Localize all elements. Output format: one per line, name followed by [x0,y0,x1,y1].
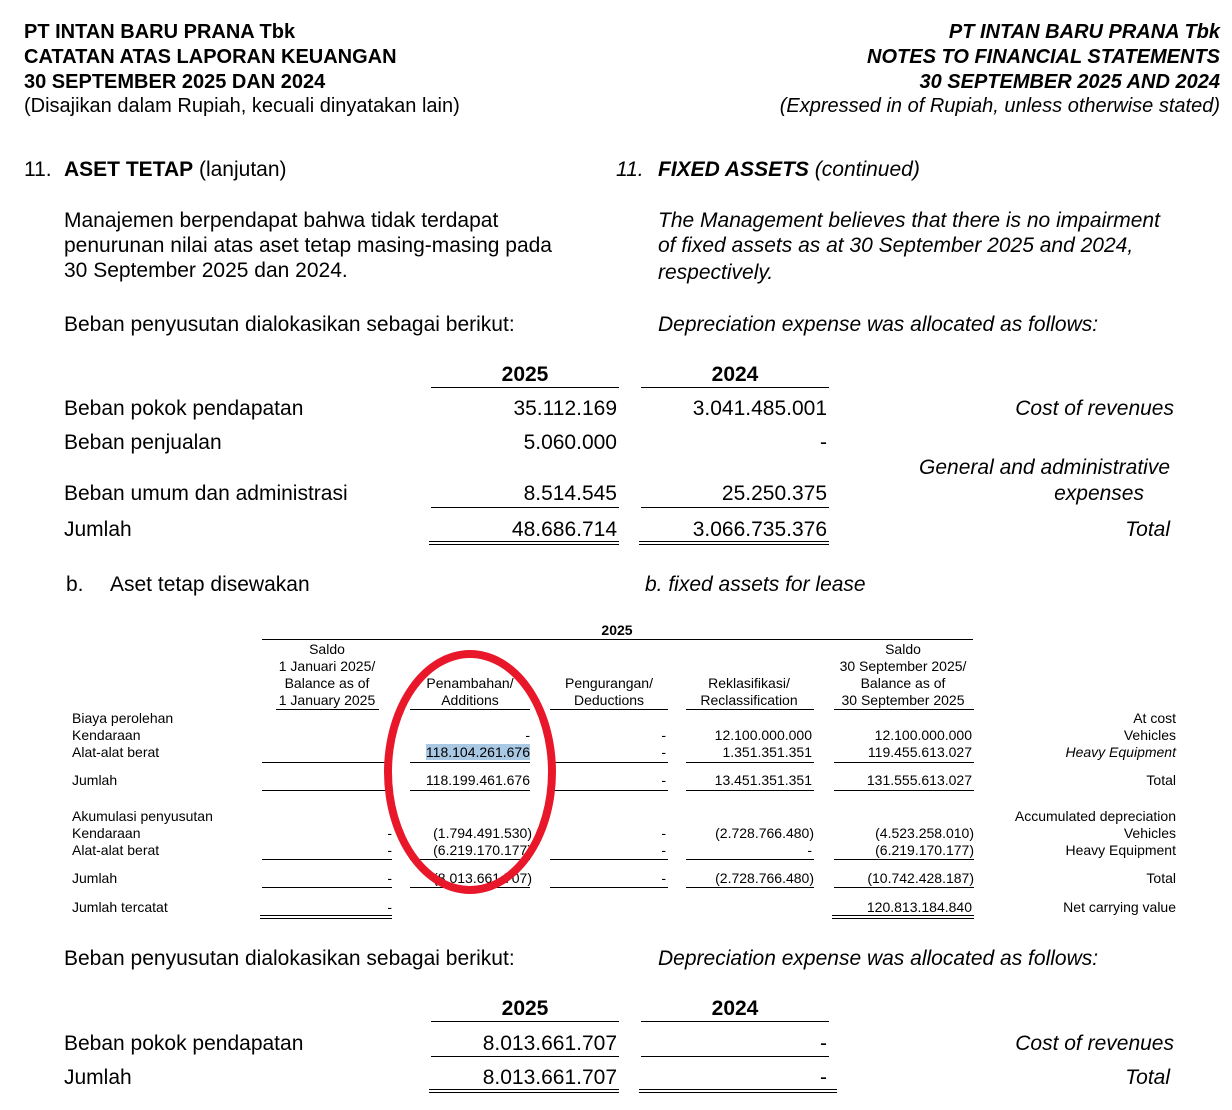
paragraph-en: The Management believes that there is no impairment [658,209,1160,232]
lease-row-en: Heavy Equipment [1065,842,1176,858]
dep1-row-label: Beban penjualan [64,431,222,454]
lease-col-reclass: Reklasifikasi/ Reclassification [700,675,798,708]
dep1-row-2025: 35.112.169 [513,397,617,420]
paragraph-id: Manajemen berpendapat bahwa tidak terdapat [64,209,499,232]
lease-total-rule [262,887,392,888]
header-title-en: NOTES TO FINANCIAL STATEMENTS [867,46,1220,68]
dep1-header-rule [431,387,619,388]
dep1-total-double-rule [639,541,829,545]
dep1-header-rule [641,387,829,388]
lease-row-label: Alat-alat berat [72,744,160,760]
lease-cell: - [661,727,666,743]
dep1-row-en: General and administrative [919,456,1170,479]
lease-cell: (8.013.661.707) [433,870,532,886]
section-title-id: ASET TETAP (lanjutan) [64,158,287,181]
lease-col-additions: Penambahan/ Additions [426,675,514,708]
lease-cell: - [387,825,392,841]
lease-cell: 13.451.351.351 [714,772,812,788]
dep1-col-2024: 2024 [711,363,759,386]
paragraph-en-line3: respectively. [658,261,774,284]
lease-accum-label: Akumulasi penyusutan [72,808,213,824]
lease-cell: (2.728.766.480) [715,825,814,841]
lease-cell: - [387,870,392,886]
dep1-row-en: Cost of revenues [1015,397,1174,420]
header-note-en: (Expressed in of Rupiah, unless otherwise stated) [779,95,1220,117]
lease-net-en: Net carrying value [1063,899,1176,915]
lease-cell: (10.742.428.187) [867,870,974,886]
dep1-total-en: Total [1125,518,1170,541]
dep2-header-rule [431,1021,619,1022]
dep1-row-2024: 3.041.485.001 [692,397,827,420]
dep2-total-2025: 8.013.661.707 [482,1066,617,1089]
subsection-b-title-en: b. fixed assets for lease [645,573,866,596]
header-company-id: PT INTAN BARU PRANA Tbk [24,21,296,43]
header-title-id: CATATAN ATAS LAPORAN KEUANGAN [24,46,397,68]
dep1-intro-en: Depreciation expense was allocated as follows: [658,313,1099,336]
header-note-id: (Disajikan dalam Rupiah, kecuali dinyatakan lain) [24,95,460,117]
dep2-row-en: Cost of revenues [1015,1032,1174,1055]
lease-cell: - [661,842,666,858]
dep1-row-2025: 5.060.000 [523,431,617,454]
lease-subtotal-rule [834,859,974,860]
lease-cell: - [661,870,666,886]
lease-cell: 119.455.613.027 [867,744,972,760]
lease-cell: 1.351.351.351 [722,744,812,760]
lease-subtotal-rule [686,762,814,763]
lease-total-rule [834,887,974,888]
dep2-row-2024: - [820,1032,827,1055]
lease-cell: 120.813.184.840 [866,899,972,915]
lease-col-opening: Saldo 1 Januari 2025/ Balance as of 1 January 2025 [278,641,376,708]
lease-row-en: Heavy Equipment [1065,744,1176,760]
dep1-row-2025: 8.514.545 [523,482,617,505]
dep1-intro-id: Beban penyusutan dialokasikan sebagai berikut: [64,313,515,336]
lease-subtotal-rule [262,859,392,860]
lease-row-label: Alat-alat berat [72,842,160,858]
lease-cell: (6.219.170.177) [433,842,532,858]
dep2-total-2024: - [820,1066,827,1089]
dep2-total-label: Jumlah [64,1066,132,1089]
lease-total-rule [834,790,974,791]
header-company-en: PT INTAN BARU PRANA Tbk [948,21,1220,43]
dep1-total-2025: 48.686.714 [511,518,617,541]
lease-cost-label: Biaya perolehan [72,710,174,726]
lease-net-label: Jumlah tercatat [72,899,168,915]
lease-cell: - [387,899,392,915]
lease-cell: 131.555.613.027 [866,772,972,788]
lease-net-double-rule [260,915,392,919]
lease-subtotal-rule [550,762,668,763]
lease-year-header: 2025 [601,622,633,638]
lease-cell: - [661,744,666,760]
dep2-row-2025: 8.013.661.707 [482,1032,617,1055]
lease-subtotal-rule [262,762,392,763]
lease-row-en: Vehicles [1123,825,1176,841]
dep2-row-label: Beban pokok pendapatan [64,1032,304,1055]
subsection-b-letter: b. [66,573,84,596]
dep2-subtotal-rule [431,1056,619,1057]
dep2-total-double-rule [429,1089,619,1093]
dep1-subtotal-rule [431,507,619,508]
lease-cell: - [661,772,666,788]
lease-cell: - [387,744,392,760]
lease-cell: (4.523.258.010) [875,825,974,841]
dep2-intro-en: Depreciation expense was allocated as follows: [658,947,1099,970]
dep1-total-double-rule [429,541,619,545]
lease-col-rule [550,709,668,710]
lease-col-closing: Saldo 30 September 2025/ Balance as of 30 September 2025 [839,641,967,708]
lease-total-rule [262,790,392,791]
subsection-b-title-id: Aset tetap disewakan [110,573,310,596]
lease-total-rule [550,790,668,791]
lease-col-rule [834,709,974,710]
header-period-id: 30 SEPTEMBER 2025 DAN 2024 [24,71,326,93]
dep1-row-label: Beban umum dan administrasi [64,482,348,505]
red-circle-annotation [384,650,556,894]
dep1-total-label: Jumlah [64,518,132,541]
section-number-id: 11. [24,158,52,181]
section-title-en: FIXED ASSETS (continued) [658,158,920,181]
lease-cell: (1.794.491.530) [433,825,532,841]
dep1-total-2024: 3.066.735.376 [692,518,827,541]
lease-accum-en: Accumulated depreciation [1014,808,1176,824]
dep1-row-en-line2: expenses [1054,482,1144,505]
dep2-total-en: Total [1125,1066,1170,1089]
dep1-row-label: Beban pokok pendapatan [64,397,304,420]
dep2-total-double-rule [639,1089,837,1093]
lease-subtotal-rule [686,859,814,860]
dep2-intro-id: Beban penyusutan dialokasikan sebagai berikut: [64,947,515,970]
header-period-en: 30 SEPTEMBER 2025 AND 2024 [919,71,1220,93]
dep1-subtotal-rule [641,507,829,508]
lease-cell: (6.219.170.177) [875,842,974,858]
lease-total-label: Jumlah [72,870,118,886]
lease-col-rule [276,709,379,710]
paragraph-en-line2: of fixed assets as at 30 September 2025 and 2024, [658,234,1134,257]
lease-cell: 12.100.000.000 [714,727,812,743]
paragraph-id-line3: 30 September 2025 dan 2024. [64,259,348,282]
lease-subtotal-rule [550,859,668,860]
lease-total-rule [550,887,668,888]
lease-total-label: Jumlah [72,772,118,788]
lease-total-rule [686,790,814,791]
lease-cell: - [387,842,392,858]
section-number-en: 11. [616,158,644,181]
dep1-row-2024: - [820,431,827,454]
lease-row-en: Vehicles [1123,727,1176,743]
lease-total-rule [686,887,814,888]
lease-cell: (2.728.766.480) [715,870,814,886]
paragraph-id-line2: penurunan nilai atas aset tetap masing-masing pada [64,234,552,257]
dep2-header-rule [641,1021,829,1022]
lease-total-en: Total [1146,870,1176,886]
lease-cell-highlighted: 118.104.261.676 [425,744,530,760]
lease-year-rule [262,639,973,640]
lease-total-en: Total [1146,772,1176,788]
lease-col-deductions: Pengurangan/ Deductions [565,675,653,708]
lease-cell: - [661,825,666,841]
lease-cell: 118.199.461.676 [425,772,530,788]
dep2-col-2024: 2024 [711,997,759,1020]
lease-cell: 12.100.000.000 [874,727,972,743]
lease-cell: - [807,842,812,858]
lease-row-label: Kendaraan [72,727,141,743]
lease-subtotal-rule [834,762,974,763]
lease-cost-en: At cost [1133,710,1176,726]
lease-cell: - [525,727,530,743]
lease-net-double-rule [832,915,974,919]
dep1-col-2025: 2025 [501,363,549,386]
lease-row-label: Kendaraan [72,825,141,841]
dep2-subtotal-rule [641,1056,829,1057]
lease-col-rule [686,709,814,710]
dep1-row-2024: 25.250.375 [721,482,827,505]
dep2-col-2025: 2025 [501,997,549,1020]
